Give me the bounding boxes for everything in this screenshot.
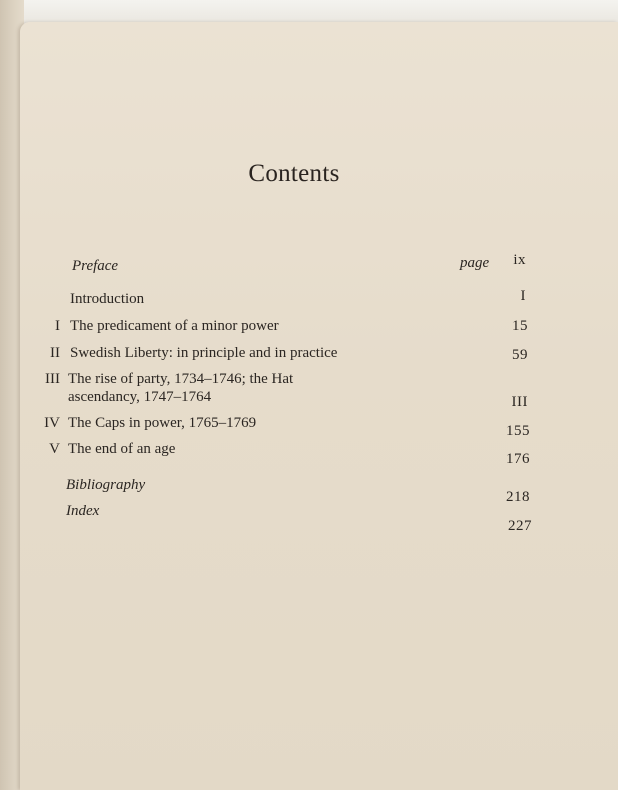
toc-entry-index-page: 227 <box>508 518 532 534</box>
toc-entry-preface-page: ix <box>513 252 526 268</box>
toc-entry-bibliography-title: Bibliography <box>66 477 146 493</box>
toc-entry-introduction-title: Introduction <box>70 291 145 307</box>
toc-entry-5-title: The end of an age <box>68 441 176 457</box>
toc-entry-2-page: 59 <box>512 347 528 363</box>
toc-entry-4-number: IV <box>44 415 60 431</box>
toc-entry-2-number: II <box>50 345 60 361</box>
toc-entry-3-number: III <box>45 371 60 387</box>
toc-entry-4-page: 155 <box>506 423 530 439</box>
toc-entry-3-title-line2: ascendancy, 1747–1764 <box>68 389 212 405</box>
toc-entry-introduction-page: I <box>520 288 526 304</box>
book-page <box>20 22 618 790</box>
toc-entry-2-title: Swedish Liberty: in principle and in practice <box>70 345 338 361</box>
toc-entry-3-page: III <box>511 394 528 410</box>
toc-entry-3-title-line1: The rise of party, 1734–1746; the Hat <box>68 371 294 387</box>
toc-entry-5-page: 176 <box>506 451 530 467</box>
page-title: Contents <box>248 160 340 187</box>
toc-entry-5-number: V <box>49 441 60 457</box>
toc-entry-1-page: 15 <box>512 318 528 334</box>
toc-entry-1-number: I <box>55 318 60 334</box>
page-label: page <box>460 255 490 271</box>
toc-entry-preface-title: Preface <box>72 258 119 274</box>
toc-entry-4-title: The Caps in power, 1765–1769 <box>68 415 257 431</box>
toc-entry-1-title: The predicament of a minor power <box>70 318 279 334</box>
toc-entry-bibliography-page: 218 <box>506 489 530 505</box>
toc-entry-index-title: Index <box>66 503 100 519</box>
